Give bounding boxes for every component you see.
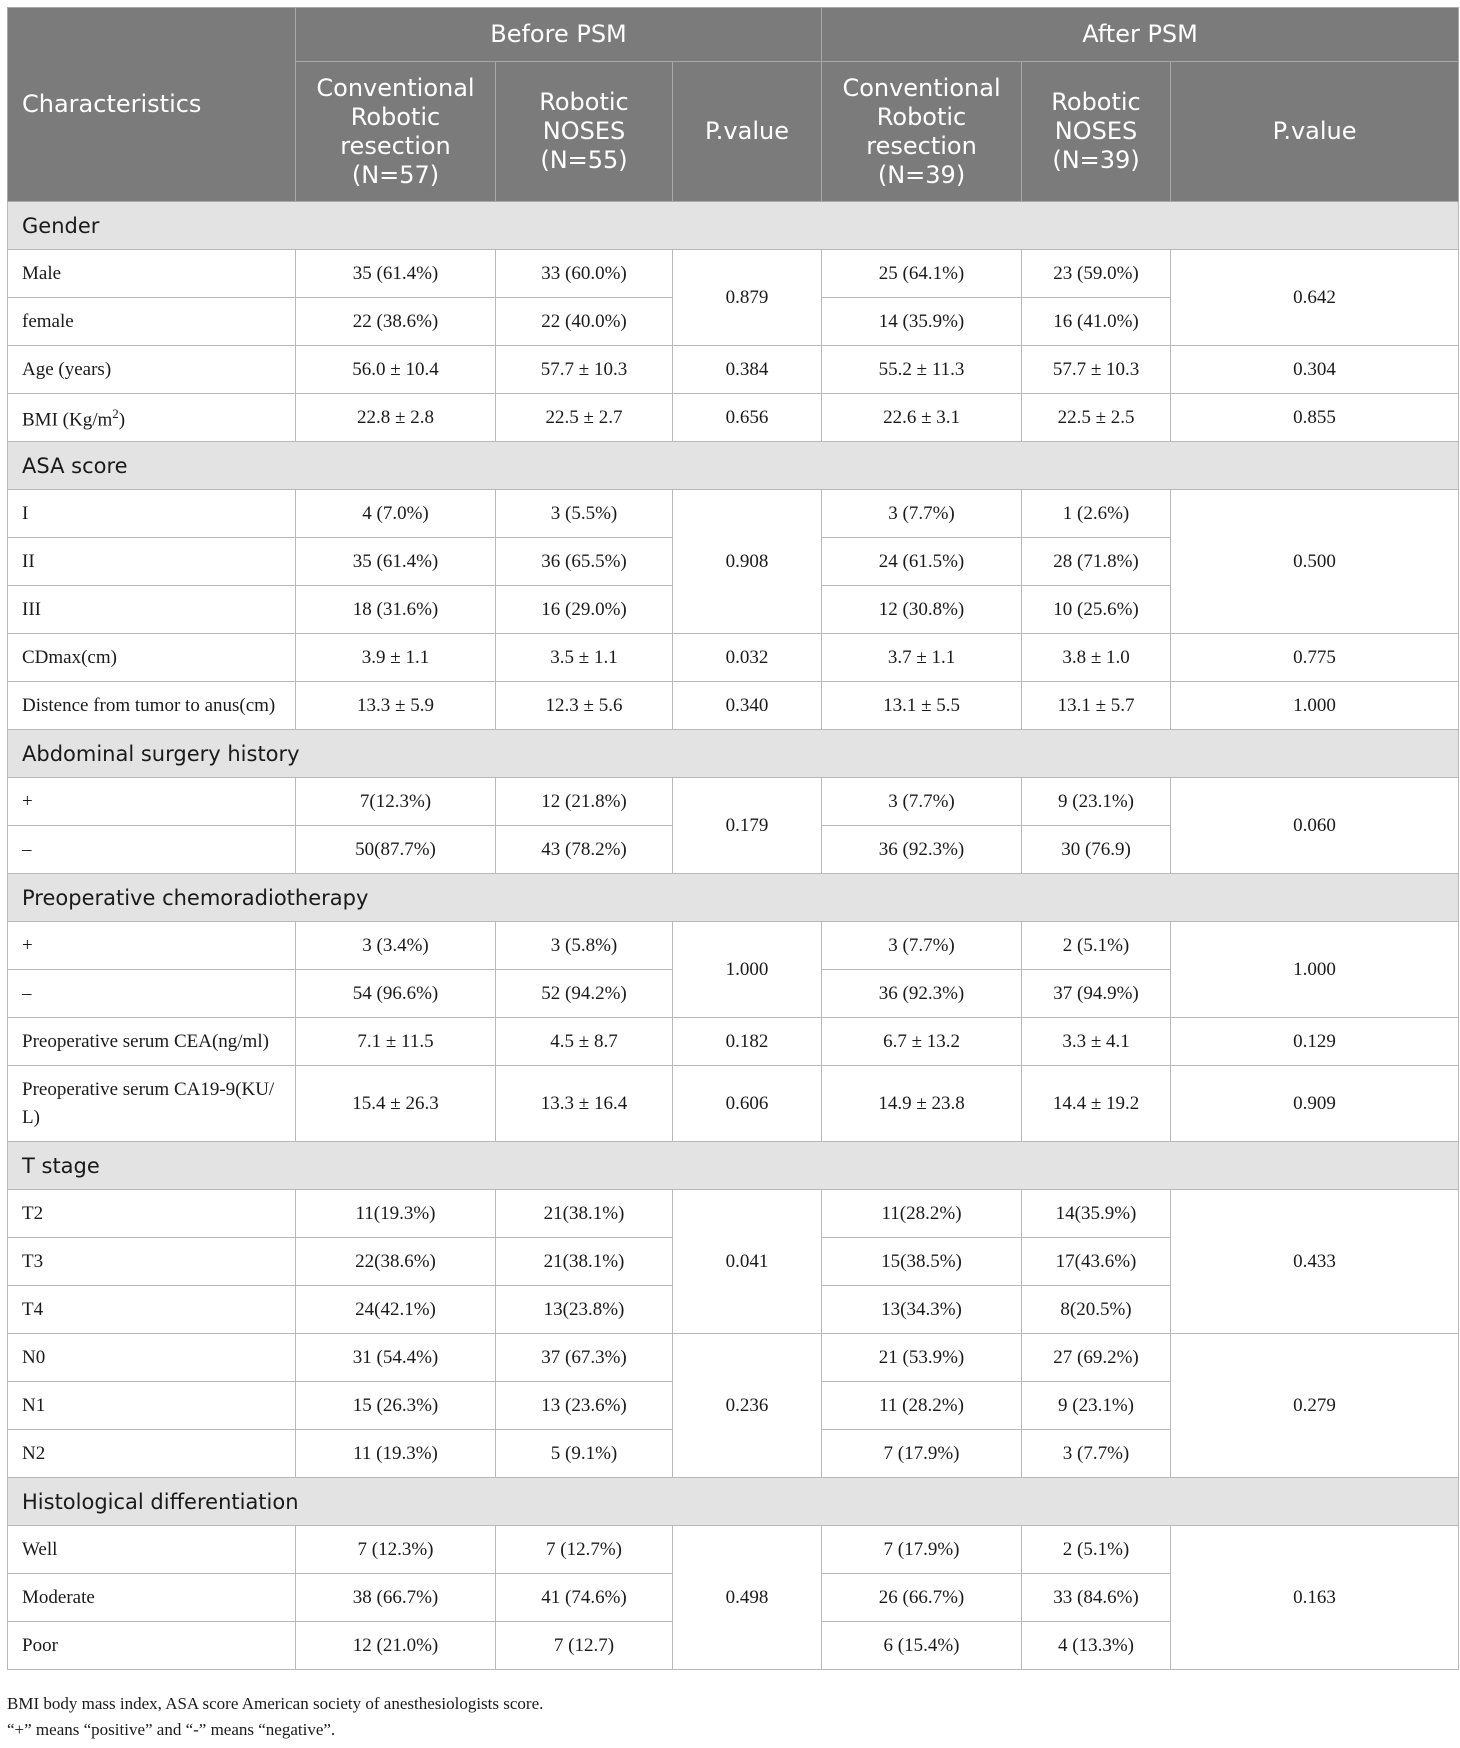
- pvalue-cell: 0.129: [1171, 1018, 1459, 1066]
- bmi-label-end: ): [118, 409, 126, 431]
- cell: 7 (17.9%): [822, 1526, 1022, 1574]
- cell: 7 (12.3%): [296, 1526, 496, 1574]
- table-row: [8, 634, 1459, 682]
- row-label: CDmax(cm): [8, 634, 296, 682]
- row-label: Moderate: [8, 1574, 296, 1622]
- row-label: –: [8, 970, 296, 1018]
- cell: 3 (5.8%): [496, 922, 673, 970]
- cell: 11(19.3%): [296, 1190, 496, 1238]
- cell: 3.8 ± 1.0: [1022, 634, 1171, 682]
- bmi-label: BMI (Kg/m: [22, 409, 113, 431]
- row-label: II: [8, 538, 296, 586]
- cell: 41 (74.6%): [496, 1574, 673, 1622]
- table-row: [8, 490, 1459, 538]
- cell: 13.3 ± 5.9: [296, 682, 496, 730]
- cell: 6 (15.4%): [822, 1622, 1022, 1670]
- cell: 23 (59.0%): [1022, 250, 1171, 298]
- cell: 50(87.7%): [296, 826, 496, 874]
- pvalue-cell: 0.500: [1171, 490, 1459, 634]
- section-row: [8, 1142, 1459, 1190]
- bmi-superscript: 2: [112, 406, 119, 422]
- cell: 56.0 ± 10.4: [296, 346, 496, 394]
- cell: 21 (53.9%): [822, 1334, 1022, 1382]
- table-body: [8, 202, 1459, 1670]
- cell: 18 (31.6%): [296, 586, 496, 634]
- section-row: [8, 442, 1459, 490]
- cell: 11 (28.2%): [822, 1382, 1022, 1430]
- section-t-stage: T stage: [8, 1142, 1459, 1190]
- cell: 30 (76.9): [1022, 826, 1171, 874]
- pvalue-cell: 0.236: [673, 1334, 822, 1478]
- row-label: III: [8, 586, 296, 634]
- cell: 28 (71.8%): [1022, 538, 1171, 586]
- cell: 55.2 ± 11.3: [822, 346, 1022, 394]
- cell: 7 (12.7%): [496, 1526, 673, 1574]
- header-after-noses: Robotic NOSES (N=39): [1022, 62, 1171, 202]
- row-label: N1: [8, 1382, 296, 1430]
- cell: 31 (54.4%): [296, 1334, 496, 1382]
- cell: 22.8 ± 2.8: [296, 394, 496, 442]
- cell: 5 (9.1%): [496, 1430, 673, 1478]
- cell: 12 (21.8%): [496, 778, 673, 826]
- cell: 36 (92.3%): [822, 826, 1022, 874]
- cell: 21(38.1%): [496, 1190, 673, 1238]
- pvalue-cell: 0.656: [673, 394, 822, 442]
- cell: 14.9 ± 23.8: [822, 1066, 1022, 1142]
- cell: 3 (7.7%): [822, 922, 1022, 970]
- section-asa: ASA score: [8, 442, 1459, 490]
- pvalue-cell: 0.498: [673, 1526, 822, 1670]
- footnote-abbreviations: BMI body mass index, ASA score American society of anesthesiologists score.: [7, 1694, 544, 1713]
- cell: 2 (5.1%): [1022, 1526, 1171, 1574]
- pvalue-cell: 0.606: [673, 1066, 822, 1142]
- ca199-label-line1: Preoperative serum CA19-9(KU/: [22, 1078, 275, 1100]
- cell: 24(42.1%): [296, 1286, 496, 1334]
- pvalue-cell: 0.279: [1171, 1334, 1459, 1478]
- cell: 33 (84.6%): [1022, 1574, 1171, 1622]
- table-row: [8, 394, 1459, 442]
- cell: 11(28.2%): [822, 1190, 1022, 1238]
- header-characteristics: Characteristics: [8, 8, 296, 202]
- table-row: [8, 778, 1459, 826]
- row-label: female: [8, 298, 296, 346]
- cell: 10 (25.6%): [1022, 586, 1171, 634]
- cell: 37 (94.9%): [1022, 970, 1171, 1018]
- cell: 22(38.6%): [296, 1238, 496, 1286]
- pvalue-cell: 0.182: [673, 1018, 822, 1066]
- cell: 7 (12.7): [496, 1622, 673, 1670]
- cell: 4 (13.3%): [1022, 1622, 1171, 1670]
- section-row: [8, 202, 1459, 250]
- row-label: –: [8, 826, 296, 874]
- cell: 7 (17.9%): [822, 1430, 1022, 1478]
- cell: 22.6 ± 3.1: [822, 394, 1022, 442]
- section-row: [8, 874, 1459, 922]
- pvalue-cell: 0.179: [673, 778, 822, 874]
- pvalue-cell: 0.879: [673, 250, 822, 346]
- cell: 13.1 ± 5.5: [822, 682, 1022, 730]
- pvalue-cell: 1.000: [1171, 682, 1459, 730]
- cell: 35 (61.4%): [296, 538, 496, 586]
- cell: 36 (92.3%): [822, 970, 1022, 1018]
- row-label: I: [8, 490, 296, 538]
- row-label: Age (years): [8, 346, 296, 394]
- cell: 3.7 ± 1.1: [822, 634, 1022, 682]
- ca199-label-line2: L): [22, 1106, 40, 1128]
- pvalue-cell: 0.642: [1171, 250, 1459, 346]
- characteristics-table: [7, 7, 1459, 1670]
- cell: 3 (3.4%): [296, 922, 496, 970]
- table-header: [8, 8, 1459, 202]
- row-label: Well: [8, 1526, 296, 1574]
- table-row: [8, 250, 1459, 298]
- cell: 8(20.5%): [1022, 1286, 1171, 1334]
- cell: 2 (5.1%): [1022, 922, 1171, 970]
- cell: 9 (23.1%): [1022, 778, 1171, 826]
- header-after-conventional: Conventional Robotic resection (N=39): [822, 62, 1022, 202]
- row-label: N0: [8, 1334, 296, 1382]
- row-label: +: [8, 922, 296, 970]
- cell: 43 (78.2%): [496, 826, 673, 874]
- pvalue-cell: 0.304: [1171, 346, 1459, 394]
- cell: 22.5 ± 2.5: [1022, 394, 1171, 442]
- pvalue-cell: 0.032: [673, 634, 822, 682]
- cell: 35 (61.4%): [296, 250, 496, 298]
- cell: 33 (60.0%): [496, 250, 673, 298]
- cell: 9 (23.1%): [1022, 1382, 1171, 1430]
- cell: 13 (23.6%): [496, 1382, 673, 1430]
- section-gender: Gender: [8, 202, 1459, 250]
- row-label: [8, 394, 296, 442]
- pvalue-cell: 0.775: [1171, 634, 1459, 682]
- cell: 4.5 ± 8.7: [496, 1018, 673, 1066]
- footnote-symbols: “+” means “positive” and “-” means “negative”.: [7, 1720, 336, 1739]
- section-histological: Histological differentiation: [8, 1478, 1459, 1526]
- table-row: [8, 1190, 1459, 1238]
- table-row: [8, 922, 1459, 970]
- cell: 57.7 ± 10.3: [496, 346, 673, 394]
- cell: 3 (7.7%): [1022, 1430, 1171, 1478]
- row-label: T2: [8, 1190, 296, 1238]
- cell: 4 (7.0%): [296, 490, 496, 538]
- pvalue-cell: 0.163: [1171, 1526, 1459, 1670]
- cell: 22.5 ± 2.7: [496, 394, 673, 442]
- pvalue-cell: 0.340: [673, 682, 822, 730]
- cell: 15(38.5%): [822, 1238, 1022, 1286]
- cell: 1 (2.6%): [1022, 490, 1171, 538]
- cell: 52 (94.2%): [496, 970, 673, 1018]
- pvalue-cell: 0.041: [673, 1190, 822, 1334]
- row-label: T4: [8, 1286, 296, 1334]
- cell: 13.1 ± 5.7: [1022, 682, 1171, 730]
- cell: 17(43.6%): [1022, 1238, 1171, 1286]
- pvalue-cell: 1.000: [673, 922, 822, 1018]
- cell: 16 (41.0%): [1022, 298, 1171, 346]
- cell: 12 (21.0%): [296, 1622, 496, 1670]
- section-row: [8, 730, 1459, 778]
- row-label: [8, 1066, 296, 1142]
- table-row: [8, 682, 1459, 730]
- header-before-conventional: Conventional Robotic resection (N=57): [296, 62, 496, 202]
- row-label: N2: [8, 1430, 296, 1478]
- header-before-pvalue: P.value: [673, 62, 822, 202]
- row-label: Male: [8, 250, 296, 298]
- cell: 3 (5.5%): [496, 490, 673, 538]
- header-after-pvalue: P.value: [1171, 62, 1459, 202]
- table-row: [8, 1018, 1459, 1066]
- cell: 13.3 ± 16.4: [496, 1066, 673, 1142]
- header-before-noses: Robotic NOSES (N=55): [496, 62, 673, 202]
- section-abdominal: Abdominal surgery history: [8, 730, 1459, 778]
- pvalue-cell: 0.909: [1171, 1066, 1459, 1142]
- row-label: Poor: [8, 1622, 296, 1670]
- cell: 14 (35.9%): [822, 298, 1022, 346]
- section-row: [8, 1478, 1459, 1526]
- cell: 15 (26.3%): [296, 1382, 496, 1430]
- cell: 27 (69.2%): [1022, 1334, 1171, 1382]
- cell: 13(34.3%): [822, 1286, 1022, 1334]
- pvalue-cell: 0.855: [1171, 394, 1459, 442]
- table-row: [8, 346, 1459, 394]
- cell: 3 (7.7%): [822, 490, 1022, 538]
- cell: 37 (67.3%): [496, 1334, 673, 1382]
- cell: 38 (66.7%): [296, 1574, 496, 1622]
- cell: 54 (96.6%): [296, 970, 496, 1018]
- row-label: +: [8, 778, 296, 826]
- cell: 3.3 ± 4.1: [1022, 1018, 1171, 1066]
- cell: 12.3 ± 5.6: [496, 682, 673, 730]
- cell: 15.4 ± 26.3: [296, 1066, 496, 1142]
- pvalue-cell: 0.433: [1171, 1190, 1459, 1334]
- cell: 6.7 ± 13.2: [822, 1018, 1022, 1066]
- cell: 3.5 ± 1.1: [496, 634, 673, 682]
- cell: 21(38.1%): [496, 1238, 673, 1286]
- cell: 3.9 ± 1.1: [296, 634, 496, 682]
- header-before-psm: Before PSM: [296, 8, 822, 62]
- cell: 14(35.9%): [1022, 1190, 1171, 1238]
- row-label: Preoperative serum CEA(ng/ml): [8, 1018, 296, 1066]
- cell: 14.4 ± 19.2: [1022, 1066, 1171, 1142]
- cell: 36 (65.5%): [496, 538, 673, 586]
- row-label: Distence from tumor to anus(cm): [8, 682, 296, 730]
- pvalue-cell: 0.384: [673, 346, 822, 394]
- cell: 16 (29.0%): [496, 586, 673, 634]
- cell: 22 (40.0%): [496, 298, 673, 346]
- table-container: [7, 7, 1458, 1670]
- cell: 7.1 ± 11.5: [296, 1018, 496, 1066]
- cell: 26 (66.7%): [822, 1574, 1022, 1622]
- cell: 25 (64.1%): [822, 250, 1022, 298]
- pvalue-cell: 0.060: [1171, 778, 1459, 874]
- cell: 13(23.8%): [496, 1286, 673, 1334]
- row-label: T3: [8, 1238, 296, 1286]
- cell: 22 (38.6%): [296, 298, 496, 346]
- cell: 11 (19.3%): [296, 1430, 496, 1478]
- table-row: [8, 1334, 1459, 1382]
- cell: 57.7 ± 10.3: [1022, 346, 1171, 394]
- cell: 7(12.3%): [296, 778, 496, 826]
- pvalue-cell: 0.908: [673, 490, 822, 634]
- table-row: [8, 1526, 1459, 1574]
- cell: 24 (61.5%): [822, 538, 1022, 586]
- cell: 3 (7.7%): [822, 778, 1022, 826]
- cell: 12 (30.8%): [822, 586, 1022, 634]
- header-after-psm: After PSM: [822, 8, 1459, 62]
- section-chemoradiotherapy: Preoperative chemoradiotherapy: [8, 874, 1459, 922]
- pvalue-cell: 1.000: [1171, 922, 1459, 1018]
- table-row: [8, 1066, 1459, 1142]
- table-footnotes: [7, 1691, 543, 1743]
